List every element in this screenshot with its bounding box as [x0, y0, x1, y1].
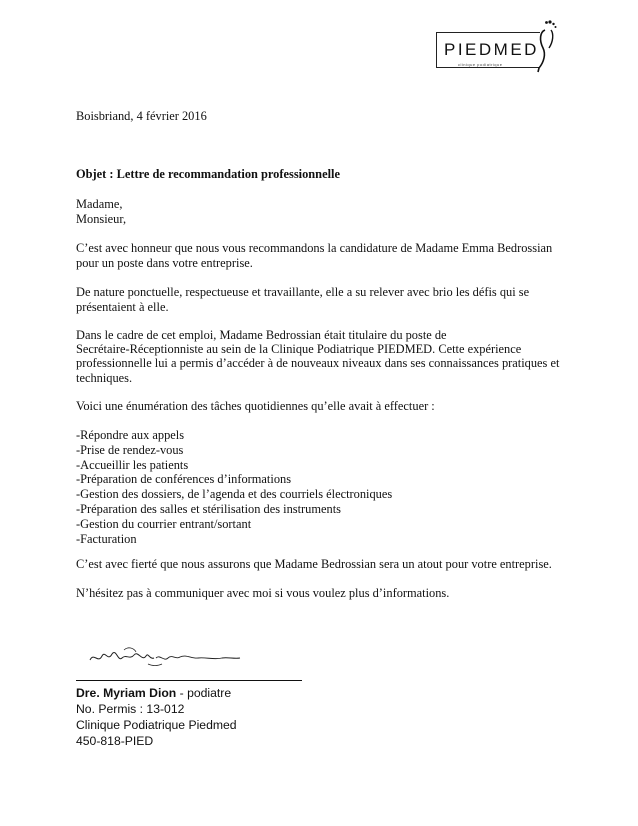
- signatory-phone: 450-818-PIED: [76, 734, 154, 748]
- paragraph-3-line-4: techniques.: [76, 371, 133, 385]
- signatory-title: - podiatre: [176, 686, 232, 700]
- paragraph-2-line-2: présentaient à elle.: [76, 300, 169, 314]
- foot-icon: [536, 18, 558, 74]
- signatory-name: Dre. Myriam Dion: [76, 686, 177, 700]
- closing-1: C’est avec fierté que nous assurons que Madame Bedrossian sera un atout pour votre entreprise.: [76, 557, 552, 571]
- tasks-intro: Voici une énumération des tâches quotidiennes qu’elle avait à effectuer :: [76, 399, 435, 413]
- paragraph-3-line-1: Dans le cadre de cet emploi, Madame Bedrossian était titulaire du poste de: [76, 328, 447, 342]
- handwritten-signature: [88, 640, 258, 670]
- salutation-madame: Madame,: [76, 197, 123, 211]
- closing-2: N’hésitez pas à communiquer avec moi si vous voulez plus d’informations.: [76, 586, 450, 600]
- salutation-monsieur: Monsieur,: [76, 212, 127, 226]
- paragraph-1-line-2: pour un poste dans votre entreprise.: [76, 256, 253, 270]
- logo-tagline: clinique podiatrique: [458, 62, 503, 67]
- list-item: -Préparation des salles et stérilisation des instruments: [76, 501, 341, 516]
- place-date: Boisbriand, 4 février 2016: [76, 109, 207, 123]
- list-item: -Facturation: [76, 531, 137, 546]
- paragraph-2-line-1: De nature ponctuelle, respectueuse et travaillante, elle a su relever avec brio les défis qui se: [76, 285, 530, 299]
- task-list: [76, 427, 566, 545]
- list-item: -Répondre aux appels: [76, 428, 185, 442]
- paragraph-3-line-2: Secrétaire-Réceptionniste au sein de la Clinique Podiatrique PIEDMED. Cette expérience: [76, 342, 522, 356]
- subject-line: Objet : Lettre de recommandation professionnelle: [76, 167, 340, 181]
- list-item: -Accueillir les patients: [76, 457, 189, 472]
- signatory-clinic: Clinique Podiatrique Piedmed: [76, 718, 237, 732]
- list-item: -Prise de rendez-vous: [76, 442, 184, 457]
- list-item: -Préparation de conférences d’informations: [76, 472, 292, 487]
- signatory-permit: No. Permis : 13-012: [76, 702, 185, 716]
- signatory-name-line: [76, 685, 566, 701]
- logo-wordmark: PIEDMED: [444, 40, 539, 59]
- piedmed-logo: [436, 18, 558, 74]
- list-item: -Gestion des dossiers, de l’agenda et des courriels électroniques: [76, 487, 393, 502]
- list-item: -Gestion du courrier entrant/sortant: [76, 516, 252, 531]
- paragraph-3-line-3: professionnelle lui a permis d’accéder à de nouveaux niveaux dans ses connaissances pratiques et: [76, 356, 560, 370]
- signature-line: [76, 680, 302, 681]
- paragraph-1-line-1: C’est avec honneur que nous vous recommandons la candidature de Madame Emma Bedrossian: [76, 241, 553, 255]
